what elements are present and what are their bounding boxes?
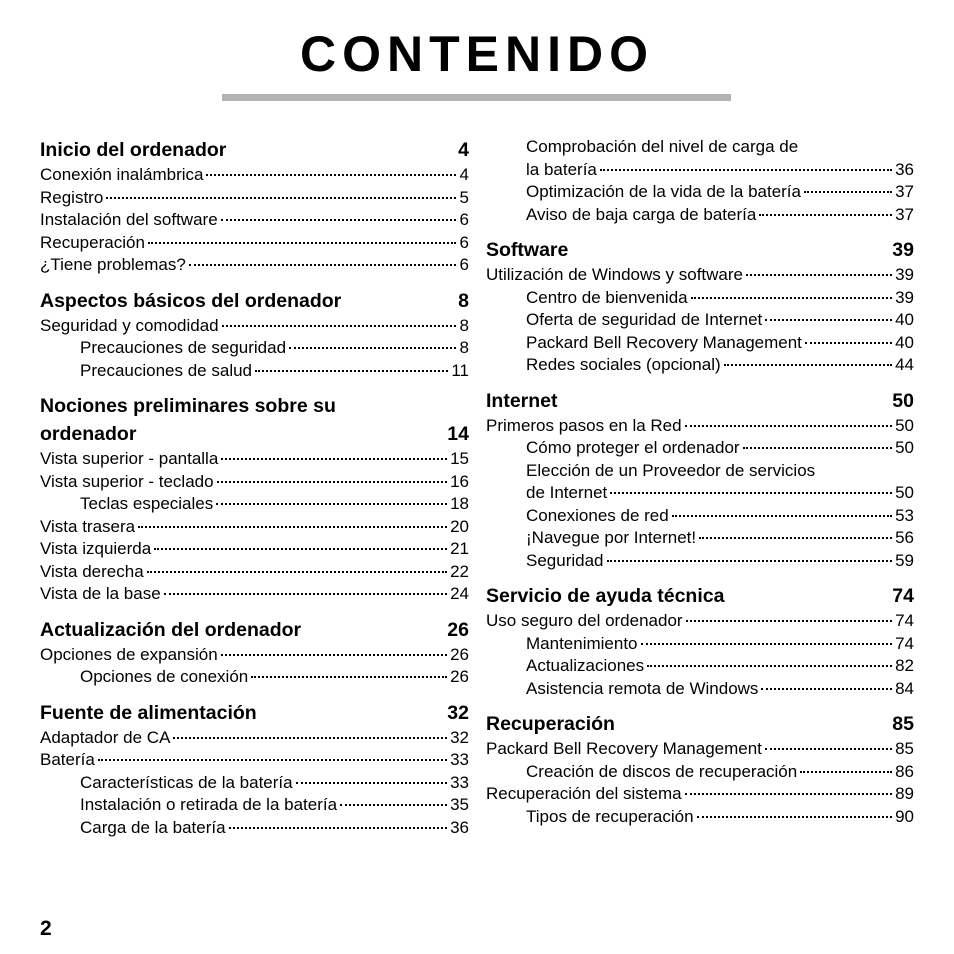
toc-entry-page: 26 xyxy=(450,644,469,664)
toc-section-page: 39 xyxy=(892,239,914,261)
toc-section-title: Internet xyxy=(486,389,558,412)
toc-entry[interactable] xyxy=(486,181,914,204)
toc-entry-title: Elección de un Proveedor de servicios xyxy=(526,460,816,480)
toc-section-page: 26 xyxy=(447,618,469,641)
toc-section xyxy=(486,236,914,377)
toc-entry[interactable] xyxy=(40,337,469,360)
toc-entry-page: 39 xyxy=(895,265,914,284)
dot-leader xyxy=(724,364,892,366)
toc-entry-title: Centro de bienvenida xyxy=(526,287,688,307)
toc-section-page: 8 xyxy=(458,289,469,312)
toc-section xyxy=(40,287,469,383)
toc-entry-title: Packard Bell Recovery Management xyxy=(526,332,802,352)
dot-leader xyxy=(98,759,447,761)
toc-section-heading[interactable] xyxy=(40,616,469,644)
toc-entry-title: Conexión inalámbrica xyxy=(40,165,204,184)
toc-section xyxy=(486,136,914,226)
dot-leader xyxy=(255,370,448,372)
dot-leader xyxy=(173,737,447,739)
toc-entry-page: 15 xyxy=(450,449,469,468)
toc-entry-page: 11 xyxy=(451,360,469,380)
toc-entry-title: Oferta de seguridad de Internet xyxy=(526,310,763,329)
page-number: 2 xyxy=(40,917,52,940)
toc-section-heading[interactable] xyxy=(486,710,914,738)
toc-left-column xyxy=(40,136,469,849)
toc-section-page: 14 xyxy=(447,423,469,445)
toc-entry-title: Cómo proteger el ordenador xyxy=(526,438,740,457)
toc-entry[interactable] xyxy=(486,738,914,761)
toc-entry-page: 16 xyxy=(450,471,469,491)
dot-leader xyxy=(600,169,892,171)
toc-entry[interactable] xyxy=(486,415,914,438)
toc-entry-page: 90 xyxy=(895,806,914,826)
dot-leader xyxy=(189,264,456,266)
toc-entry[interactable] xyxy=(40,209,469,232)
toc-entry[interactable] xyxy=(486,610,914,633)
toc-entry[interactable] xyxy=(40,583,469,606)
toc-entry-page: 18 xyxy=(450,494,469,513)
dot-leader xyxy=(148,242,456,244)
dot-leader xyxy=(607,560,893,562)
toc-section-page: 4 xyxy=(458,139,469,161)
toc-entry-title: Redes sociales (opcional) xyxy=(526,355,721,374)
toc-section xyxy=(40,136,469,277)
toc-entry-title: Tipos de recuperación xyxy=(526,806,694,826)
dot-leader xyxy=(296,782,447,784)
toc-section-title: Servicio de ayuda técnica xyxy=(486,585,725,607)
dot-leader xyxy=(221,654,447,656)
toc-entry-title: Vista trasera xyxy=(40,516,136,536)
dot-leader xyxy=(686,620,893,622)
toc-entry[interactable] xyxy=(40,516,469,539)
toc-entry-title: Teclas especiales xyxy=(80,494,214,513)
toc-entry-title: Instalación del software xyxy=(40,210,218,229)
toc-entry[interactable] xyxy=(40,254,469,277)
toc-section-heading[interactable] xyxy=(486,236,914,264)
page-title: CONTENIDO xyxy=(300,26,654,82)
dot-leader xyxy=(699,537,892,539)
title-underline xyxy=(222,94,731,101)
toc-entry-page: 36 xyxy=(450,817,469,837)
toc-entry-title: Optimización de la vida de la batería xyxy=(526,182,801,201)
toc-entry-page: 8 xyxy=(459,315,469,335)
toc-entry[interactable] xyxy=(486,287,914,310)
toc-entry[interactable] xyxy=(40,164,469,187)
toc-entry-title: Precauciones de salud xyxy=(80,360,253,380)
toc-entry-title: Precauciones de seguridad xyxy=(80,338,287,357)
dot-leader xyxy=(106,197,456,199)
toc-entry[interactable] xyxy=(40,471,469,494)
dot-leader xyxy=(610,492,892,494)
toc-entry-title: Comprobación del nivel de carga de xyxy=(526,137,799,156)
toc-entry[interactable] xyxy=(486,332,914,355)
toc-entry-page: 20 xyxy=(450,516,469,536)
toc-entry-page: 44 xyxy=(895,355,914,374)
dot-leader xyxy=(221,458,447,460)
toc-section-page: 50 xyxy=(892,389,914,412)
toc-entry[interactable] xyxy=(40,360,469,383)
toc-entry-title: Batería xyxy=(40,750,95,769)
toc-entry-title: Vista superior - teclado xyxy=(40,471,214,491)
toc-entry[interactable] xyxy=(40,772,469,795)
toc-entry[interactable] xyxy=(486,806,914,829)
toc-entry-page: 37 xyxy=(895,182,914,201)
toc-entry-title: Aviso de baja carga de batería xyxy=(526,204,757,224)
toc-entry[interactable] xyxy=(486,204,914,227)
toc-entry[interactable] xyxy=(40,794,469,817)
dot-leader xyxy=(691,297,892,299)
toc-entry[interactable] xyxy=(486,437,914,460)
toc-entry[interactable] xyxy=(486,761,914,784)
toc-entry-title: Recuperación del sistema xyxy=(486,784,682,803)
toc-entry-page: 56 xyxy=(895,528,914,547)
toc-section-title: Aspectos básicos del ordenador xyxy=(40,289,342,312)
toc-entry-page: 21 xyxy=(450,539,469,558)
dot-leader xyxy=(761,688,892,690)
toc-entry-title: Primeros pasos en la Red xyxy=(486,415,682,435)
toc-entry-page: 50 xyxy=(895,415,914,435)
toc-entry[interactable] xyxy=(40,561,469,584)
dot-leader xyxy=(800,771,892,773)
toc-entry[interactable] xyxy=(486,678,914,701)
toc-entry[interactable] xyxy=(486,460,914,483)
toc-section-title: Inicio del ordenador xyxy=(40,139,227,161)
toc-entry[interactable] xyxy=(486,159,914,182)
toc-entry-title: Vista superior - pantalla xyxy=(40,449,219,468)
toc-entry[interactable] xyxy=(486,309,914,332)
toc-section-heading[interactable] xyxy=(40,287,469,315)
toc-entry-page: 37 xyxy=(895,204,914,224)
toc-entry-title: Vista derecha xyxy=(40,561,144,581)
toc-entry-page: 84 xyxy=(895,678,914,698)
toc-section xyxy=(40,699,469,840)
toc-entry-title: Conexiones de red xyxy=(526,505,669,525)
toc-entry-title: de Internet xyxy=(526,483,608,502)
toc-entry-title: Asistencia remota de Windows xyxy=(526,678,759,698)
toc-entry[interactable] xyxy=(40,493,469,516)
toc-section-page: 32 xyxy=(447,701,469,724)
dot-leader xyxy=(217,481,448,483)
toc-entry[interactable] xyxy=(40,315,469,338)
toc-entry-page: 53 xyxy=(895,505,914,525)
dot-leader xyxy=(216,503,447,505)
toc-right-column xyxy=(486,136,914,838)
toc-entry-page: 6 xyxy=(459,210,469,229)
toc-entry-page: 40 xyxy=(895,310,914,329)
toc-entry-page: 8 xyxy=(459,338,469,357)
toc-section-title: Actualización del ordenador xyxy=(40,618,302,641)
toc-entry[interactable] xyxy=(40,232,469,255)
toc-section-title: Nociones preliminares sobre su ordenador xyxy=(40,395,336,445)
toc-entry-page: 89 xyxy=(895,784,914,803)
toc-section xyxy=(486,710,914,828)
dot-leader xyxy=(672,515,892,517)
dot-leader xyxy=(804,191,892,193)
dot-leader xyxy=(697,816,893,818)
dot-leader xyxy=(765,319,892,321)
toc-entry-title: Packard Bell Recovery Management xyxy=(486,739,762,758)
dot-leader xyxy=(805,342,892,344)
toc-entry-page: 33 xyxy=(450,750,469,769)
toc-entry-title: Adaptador de CA xyxy=(40,727,171,747)
toc-entry-title: Creación de discos de recuperación xyxy=(526,761,798,781)
toc-entry[interactable] xyxy=(40,644,469,667)
toc-entry-page: 32 xyxy=(450,727,469,747)
toc-entry-title: Utilización de Windows y software xyxy=(486,265,743,284)
dot-leader xyxy=(765,748,892,750)
toc-entry-page: 74 xyxy=(895,611,914,630)
toc-section-heading[interactable] xyxy=(40,136,469,164)
toc-entry-page: 85 xyxy=(895,739,914,758)
toc-entry-title: Seguridad xyxy=(526,550,604,570)
toc-section xyxy=(40,616,469,689)
toc-entry-page: 50 xyxy=(895,483,914,502)
toc-entry[interactable] xyxy=(40,187,469,210)
toc-entry-title: ¡Navegue por Internet! xyxy=(526,528,697,547)
toc-entry-page: 26 xyxy=(450,667,469,686)
dot-leader xyxy=(222,325,456,327)
dot-leader xyxy=(251,676,447,678)
toc-entry-title: Opciones de conexión xyxy=(80,667,249,686)
toc-entry[interactable] xyxy=(40,727,469,750)
toc-entry-page: 86 xyxy=(895,761,914,781)
toc-entry[interactable] xyxy=(486,505,914,528)
dot-leader xyxy=(147,571,447,573)
dot-leader xyxy=(154,548,447,550)
dot-leader xyxy=(759,214,892,216)
toc-section xyxy=(486,387,914,573)
toc-entry-page: 5 xyxy=(459,187,469,207)
dot-leader xyxy=(743,447,893,449)
toc-entry-title: Uso seguro del ordenador xyxy=(486,611,683,630)
toc-entry-title: Vista de la base xyxy=(40,584,161,603)
toc-entry-page: 4 xyxy=(459,165,469,184)
dot-leader xyxy=(746,274,892,276)
toc-section-title: Software xyxy=(486,239,569,261)
toc-section-title: Fuente de alimentación xyxy=(40,701,257,724)
toc-entry[interactable] xyxy=(40,749,469,772)
toc-section-heading[interactable] xyxy=(40,699,469,727)
toc-section xyxy=(40,392,469,606)
toc-entry[interactable] xyxy=(486,354,914,377)
toc-entry-page: 39 xyxy=(895,287,914,307)
toc-entry-page: 40 xyxy=(895,332,914,352)
toc-entry[interactable] xyxy=(486,783,914,806)
toc-entry[interactable] xyxy=(40,448,469,471)
toc-section-heading[interactable] xyxy=(40,392,469,448)
toc-entry[interactable] xyxy=(486,136,914,159)
toc-section-heading[interactable] xyxy=(486,387,914,415)
toc-entry[interactable] xyxy=(486,482,914,505)
toc-entry[interactable] xyxy=(486,527,914,550)
toc-entry[interactable] xyxy=(40,666,469,689)
dot-leader xyxy=(641,643,893,645)
toc-entry-page: 82 xyxy=(895,656,914,675)
dot-leader xyxy=(229,827,448,829)
toc-entry-page: 59 xyxy=(895,550,914,570)
toc-entry-page: 74 xyxy=(895,633,914,653)
toc-entry[interactable] xyxy=(486,264,914,287)
toc-entry-page: 33 xyxy=(450,772,469,792)
toc-entry[interactable] xyxy=(40,817,469,840)
dot-leader xyxy=(164,593,447,595)
toc-section-page: 85 xyxy=(892,713,914,735)
toc-entry-title: Actualizaciones xyxy=(526,656,645,675)
toc-entry-title: Mantenimiento xyxy=(526,633,638,653)
toc-entry-title: Características de la batería xyxy=(80,772,293,792)
dot-leader xyxy=(221,219,456,221)
toc-section-page: 74 xyxy=(892,585,914,607)
toc-entry[interactable] xyxy=(486,633,914,656)
dot-leader xyxy=(647,665,892,667)
toc-section-title: Recuperación xyxy=(486,713,615,735)
dot-leader xyxy=(206,174,456,176)
dot-leader xyxy=(138,526,447,528)
toc-entry-title: Recuperación xyxy=(40,232,145,252)
toc-entry-title: ¿Tiene problemas? xyxy=(40,255,186,274)
toc-entry[interactable] xyxy=(486,655,914,678)
toc-entry-title: la batería xyxy=(526,159,597,179)
dot-leader xyxy=(685,425,892,427)
dot-leader xyxy=(289,347,456,349)
toc-entry[interactable] xyxy=(486,550,914,573)
toc-entry-title: Registro xyxy=(40,187,104,207)
toc-entry-title: Seguridad y comodidad xyxy=(40,315,219,335)
toc-entry-title: Vista izquierda xyxy=(40,539,152,558)
toc-entry-title: Opciones de expansión xyxy=(40,644,218,664)
toc-entry-page: 36 xyxy=(895,159,914,179)
toc-entry-page: 22 xyxy=(450,561,469,581)
toc-entry[interactable] xyxy=(40,538,469,561)
toc-entry-page: 35 xyxy=(450,795,469,814)
toc-entry-title: Instalación o retirada de la batería xyxy=(80,795,338,814)
dot-leader xyxy=(340,804,447,806)
toc-entry-page: 6 xyxy=(459,255,469,274)
toc-entry-page: 6 xyxy=(459,232,469,252)
toc-section xyxy=(486,582,914,700)
toc-entry-page: 50 xyxy=(895,438,914,457)
toc-entry-title: Carga de la batería xyxy=(80,817,226,837)
dot-leader xyxy=(685,793,892,795)
toc-entry-page: 24 xyxy=(450,584,469,603)
toc-section-heading[interactable] xyxy=(486,582,914,610)
